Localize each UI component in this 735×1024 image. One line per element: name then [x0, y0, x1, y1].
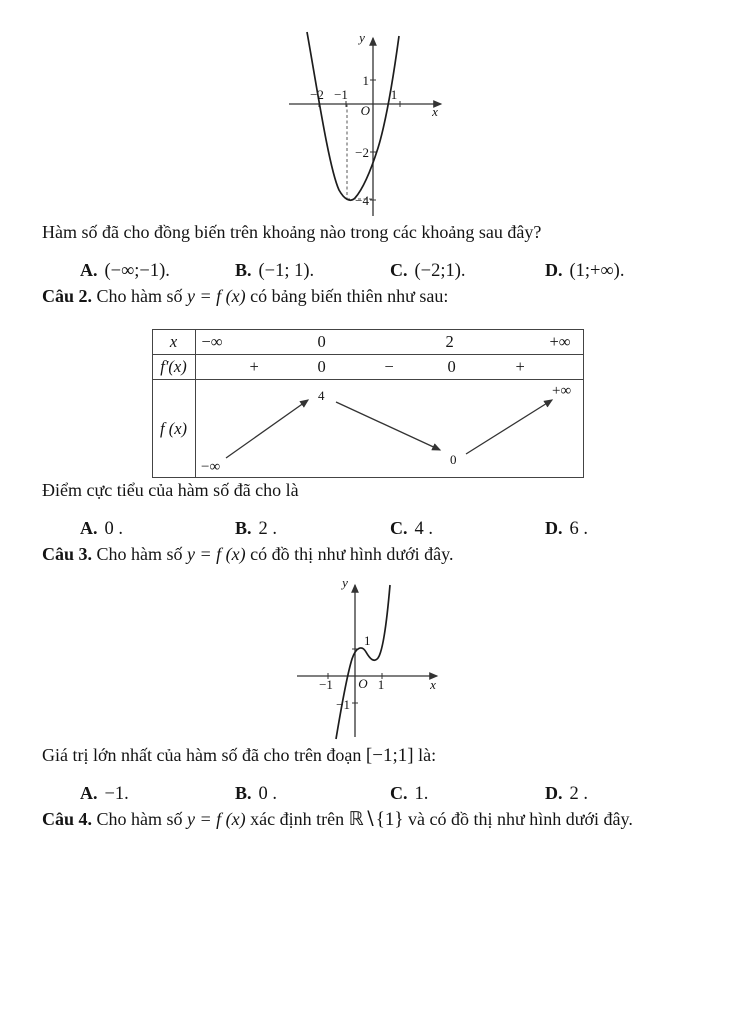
x-tick-1: 1 [377, 677, 384, 692]
q2-number: Câu 2. [42, 286, 93, 306]
q1-options [0, 257, 735, 284]
x-tick-minus2: −2 [309, 87, 324, 102]
origin-label: O [357, 676, 368, 691]
q4-text-1: Cho hàm số [92, 809, 188, 829]
q2-formula: y = f (x) [187, 286, 246, 306]
q2-option-c: C. 4 . [390, 518, 433, 539]
q1-figure [0, 28, 735, 220]
q3-graph [293, 575, 443, 743]
x-axis-label: x [431, 104, 438, 119]
variation-table-row-f [153, 380, 583, 477]
y-tick-minus2: −2 [354, 145, 369, 160]
variation-arrows [196, 380, 583, 477]
q3-figure [0, 575, 735, 743]
x-axis-label: x [429, 677, 436, 692]
q2-question: Điểm cực tiểu của hàm số đã cho là [42, 480, 299, 500]
q4-formula: y = f (x) [187, 809, 246, 829]
q3-text-2: có đồ thị như hình dưới đây. [245, 544, 454, 564]
q3-number: Câu 3. [42, 544, 93, 564]
option-label: B. [235, 260, 252, 280]
q2-header [42, 284, 735, 309]
f-limit-left: −∞ [200, 459, 220, 475]
x-value: −∞ [201, 332, 223, 351]
fprime-sign: 0 [317, 357, 326, 376]
y-axis-label: y [341, 575, 348, 590]
x-value: 2 [445, 332, 454, 351]
option-value: (−2;1). [414, 261, 466, 281]
option-value: (−∞;−1). [104, 261, 170, 281]
q3-option-b: B. 0 . [235, 783, 278, 804]
variation-table [152, 329, 584, 478]
q1-option-b [235, 257, 390, 284]
option-label: C. [390, 260, 408, 280]
y-axis-label: y [358, 30, 365, 45]
q2-option-b: B. 2 . [235, 518, 278, 539]
q4-header [42, 807, 735, 832]
y-tick-1: 1 [362, 73, 369, 88]
arrow-down [336, 402, 440, 450]
q3-options [0, 780, 735, 807]
row-x-label: x [153, 330, 196, 354]
x-tick-minus1: −1 [333, 87, 348, 102]
q1-graph [283, 28, 453, 220]
q2-option-d: D. 6 . [545, 518, 588, 539]
q1-option-c [390, 257, 545, 284]
option-label: A. [80, 260, 98, 280]
function-curve [336, 585, 390, 739]
q3-header [42, 542, 735, 567]
variation-table-row-fprime [153, 355, 583, 380]
x-value: +∞ [549, 332, 571, 351]
q2-option-a: A. 0 . [80, 518, 123, 539]
x-value: 0 [317, 332, 326, 351]
y-tick-minus1: −1 [335, 697, 350, 712]
arrow-up-2 [466, 400, 552, 454]
fprime-sign: + [515, 357, 525, 376]
fprime-sign: + [249, 357, 259, 376]
row-f-label: f (x) [153, 380, 196, 477]
option-label: D. [545, 260, 563, 280]
q3-text-1: Cho hàm số [92, 544, 188, 564]
q2-text-2: có bảng biến thiên như sau: [245, 286, 449, 306]
variation-table-row-x [153, 330, 583, 355]
x-tick-1: 1 [390, 87, 397, 102]
f-max-value: 4 [317, 388, 324, 403]
f-limit-right: +∞ [551, 383, 571, 399]
q3-formula: y = f (x) [187, 544, 246, 564]
arrow-up-1 [226, 400, 308, 458]
option-value: (1;+∞). [569, 261, 625, 281]
q4-domain: ℝ∖{1} [348, 809, 404, 830]
q1-question: Hàm số đã cho đồng biến trên khoảng nào trong các khoảng sau đây? [42, 222, 542, 242]
y-tick-minus4: −4 [354, 193, 369, 208]
fprime-sign: 0 [447, 357, 456, 376]
q4-number: Câu 4. [42, 809, 93, 829]
x-tick-minus1: −1 [318, 677, 333, 692]
q3-option-a: A. −1. [80, 783, 129, 804]
q1-option-d [545, 257, 624, 284]
q4-text-2: xác định trên [245, 809, 349, 829]
q3-option-d: D. 2 . [545, 783, 588, 804]
option-value: (−1; 1). [258, 261, 315, 281]
q1-option-a [80, 257, 235, 284]
origin-label: O [360, 103, 370, 118]
y-tick-1: 1 [363, 633, 370, 648]
q2-text-1: Cho hàm số [92, 286, 188, 306]
q4-text-3: và có đồ thị như hình dưới đây. [403, 809, 633, 829]
q3-question: Giá trị lớn nhất của hàm số đã cho trên đoạn [−1;1] là: [42, 745, 437, 766]
q3-interval: [−1;1] [365, 745, 414, 766]
function-curve [307, 32, 399, 200]
fprime-sign: − [384, 357, 394, 376]
f-min-value: 0 [449, 452, 456, 467]
q2-options [0, 515, 735, 542]
row-fprime-label: f′(x) [153, 355, 196, 379]
q3-option-c: C. 1. [390, 783, 429, 804]
